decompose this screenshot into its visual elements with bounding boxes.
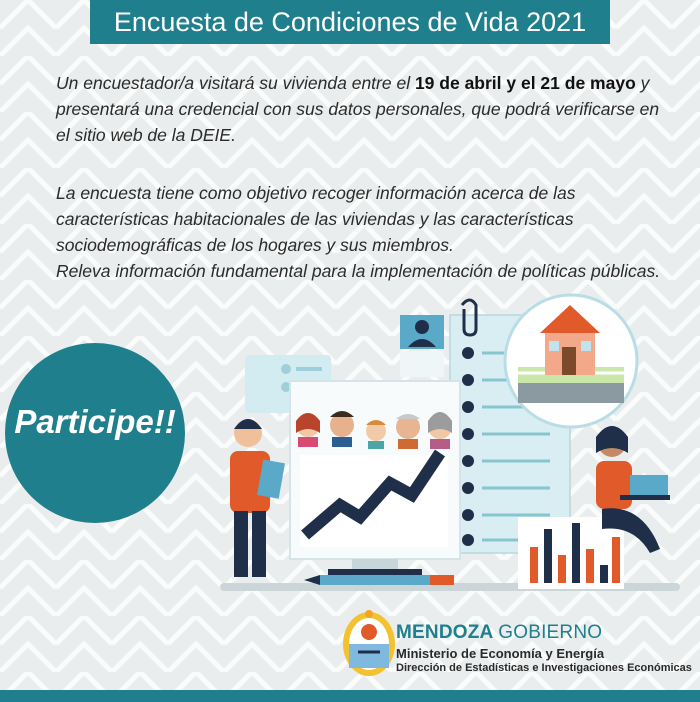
description-line-2: Releva información fundamental para la implementación de políticas públicas. xyxy=(56,261,661,281)
ministry-name: Ministerio de Economía y Energía xyxy=(396,646,605,661)
directorate-name: Dirección de Estadísticas e Investigaciones Económicas xyxy=(396,662,692,674)
intro-text-1: Un encuestador/a visitará su vivienda entre el xyxy=(56,73,415,93)
survey-illustration xyxy=(200,285,700,605)
intro-text-2: y presentará una credencial con sus datos personales, que podrá verificarse en el sitio web de la DEIE. xyxy=(56,73,660,145)
shield-logo-icon xyxy=(338,608,400,680)
pencil-icon xyxy=(304,575,454,585)
intro-paragraph xyxy=(56,70,666,148)
surveyor-man xyxy=(230,419,285,577)
org-name xyxy=(396,622,602,644)
participe-text: Participe!! xyxy=(14,403,176,440)
title-banner: Encuesta de Condiciones de Vida 2021 xyxy=(90,0,610,44)
org-name-bold: MENDOZA xyxy=(396,622,493,643)
description-paragraph xyxy=(56,180,666,284)
computer-monitor xyxy=(290,381,460,577)
bottom-bar xyxy=(0,690,700,702)
survey-dates: 19 de abril y el 21 de mayo xyxy=(414,73,636,93)
person-icon xyxy=(400,315,444,377)
participe-badge xyxy=(5,343,185,523)
description-line-1: La encuesta tiene como objetivo recoger información acerca de las características habitacionales de las viviendas y las características sociodemográficas de los hogares y sus miembros. xyxy=(56,183,576,255)
house-icon xyxy=(505,295,637,427)
org-name-light: GOBIERNO xyxy=(498,622,603,643)
